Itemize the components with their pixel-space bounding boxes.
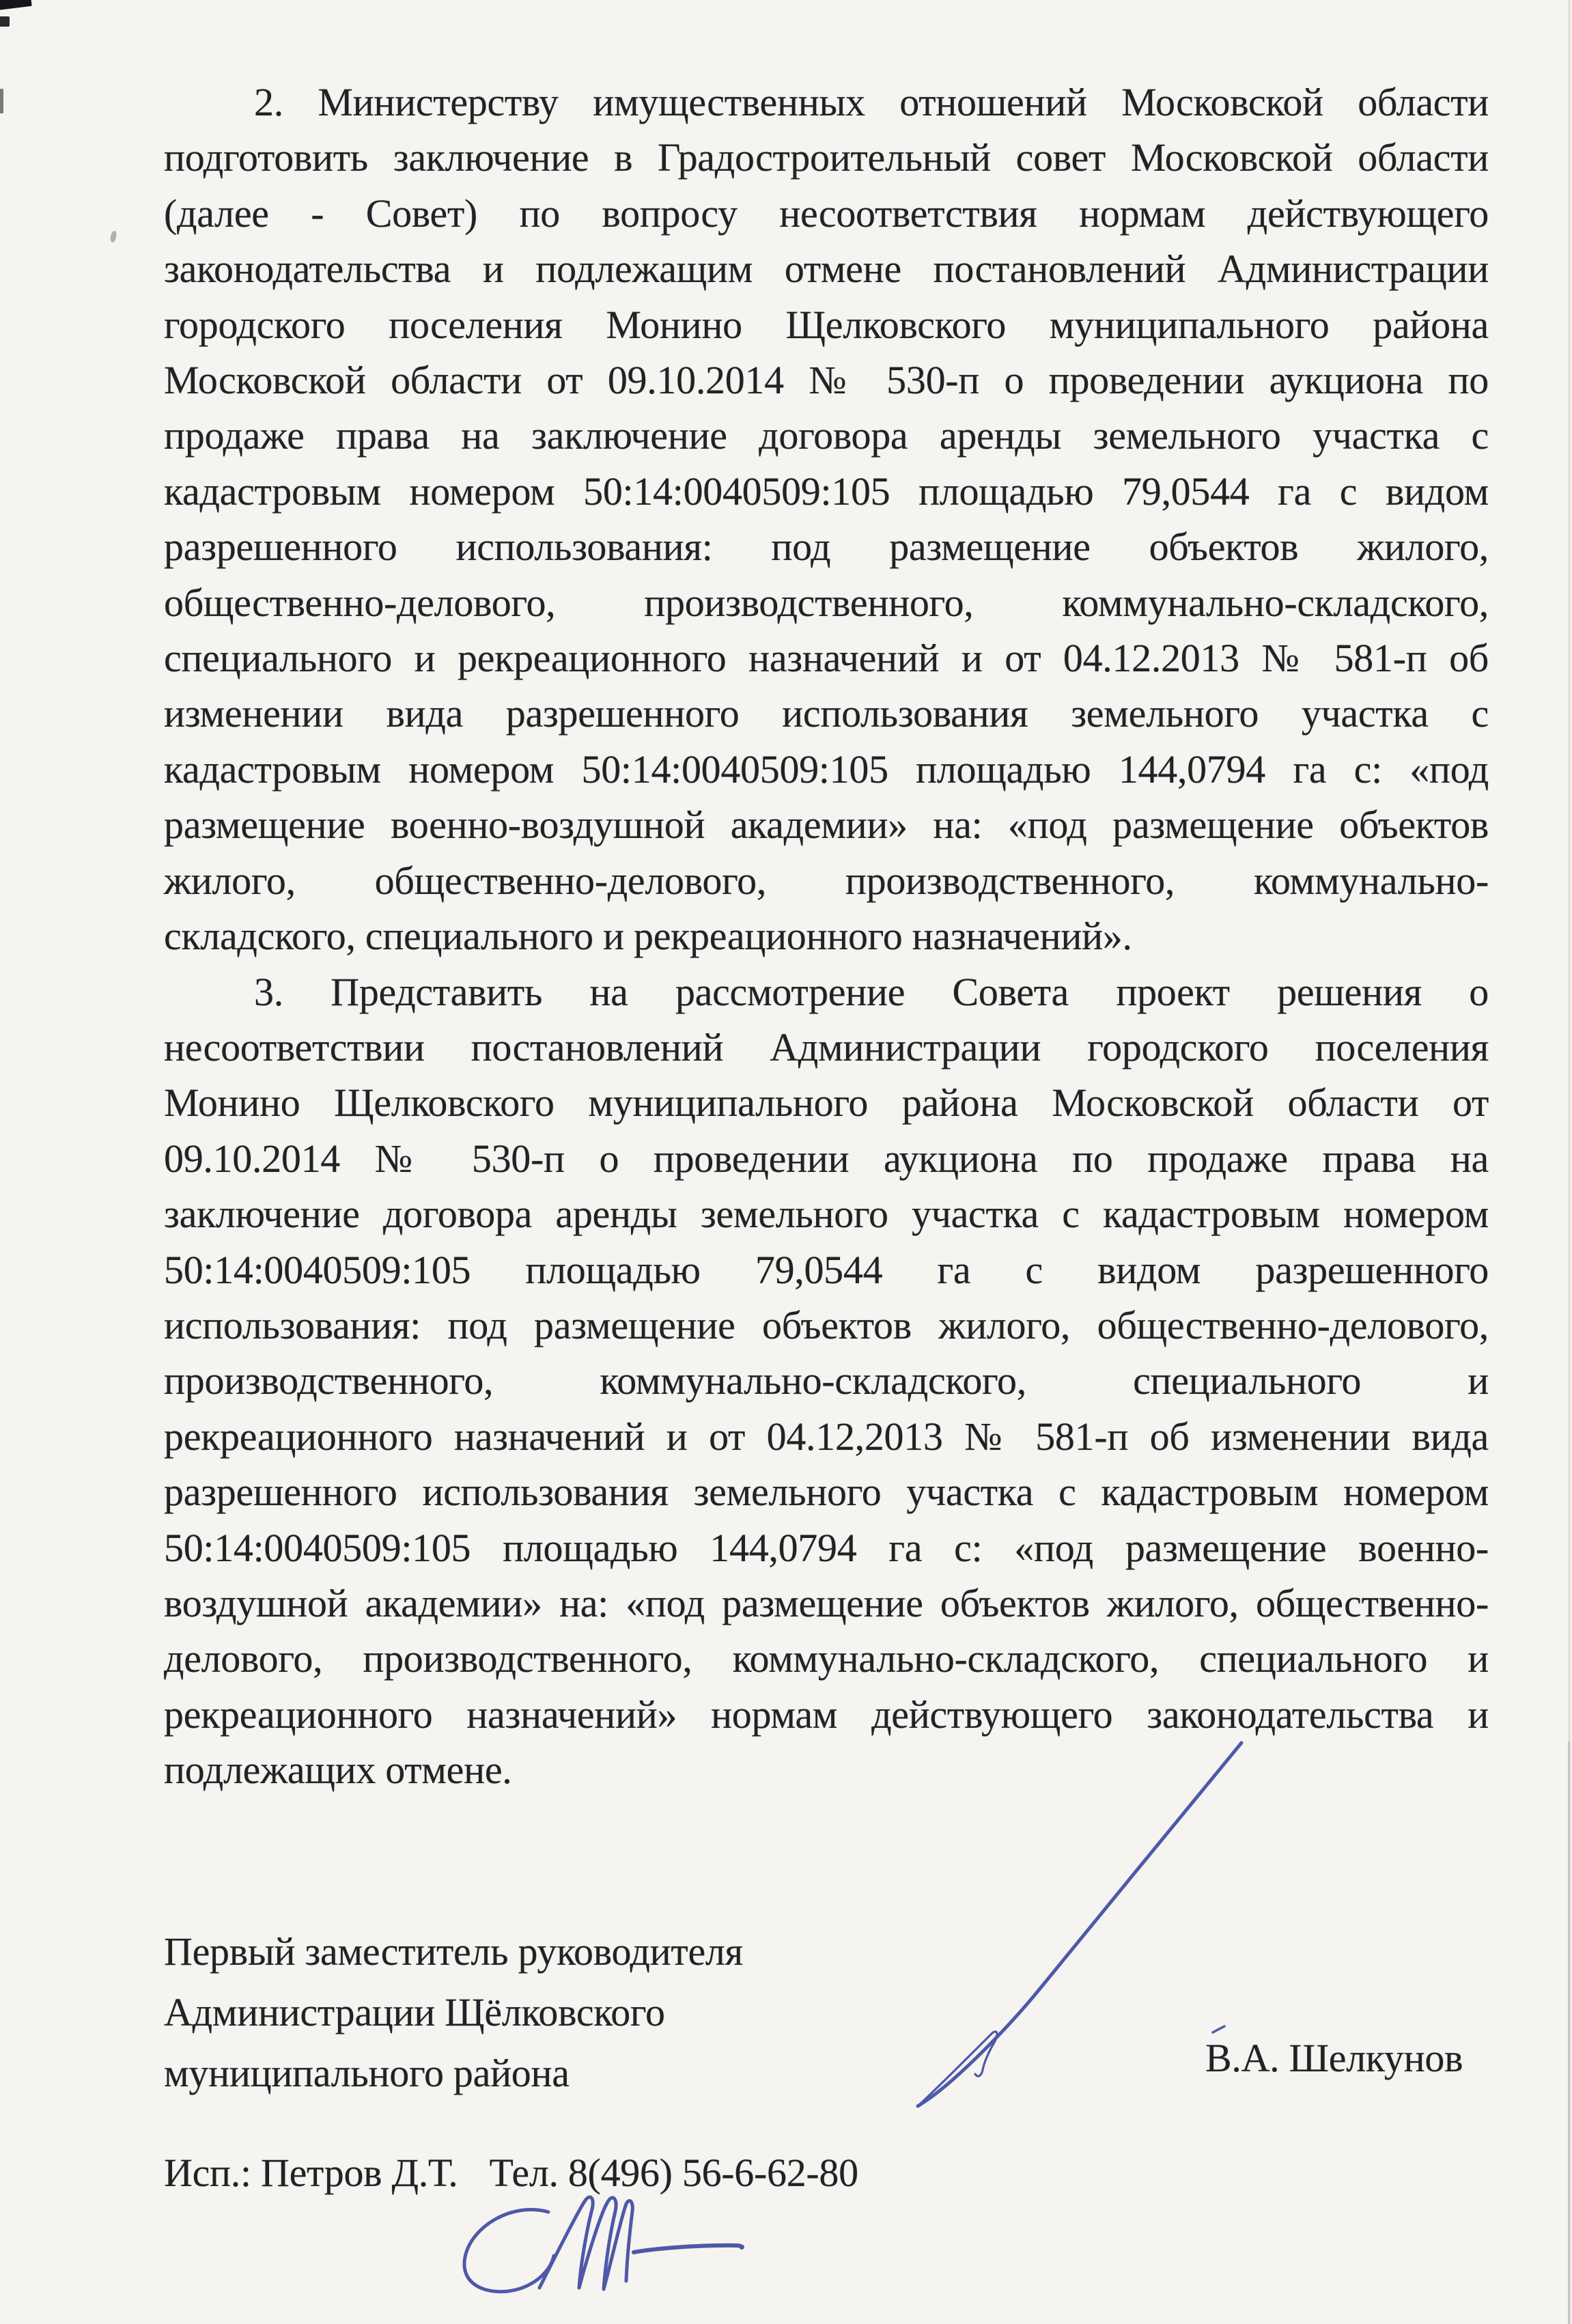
text-line: Первый заместитель руководителя [164, 1929, 743, 1974]
paragraph-3 [164, 964, 1489, 1798]
scribble-spike-1 [539, 2197, 593, 2288]
text-line: 09.10.2014 № 530-п о проведении аукциона по продаже права на [164, 1136, 1489, 1181]
scribble-spike-2 [579, 2198, 616, 2289]
text-line: 2. Министерству имущественных отношений Московской области [254, 80, 1489, 124]
text-line: производственного, коммунально-складского, специального и [164, 1358, 1489, 1403]
footer [164, 2145, 858, 2200]
text-line: Монино Щелковского муниципального района Московской области от [164, 1080, 1489, 1125]
text-line: изменении вида разрешенного использования земельного участка с [164, 691, 1489, 736]
text-line: 50:14:0040509:105 площадью 144,0794 га с: «под размещение военно- [164, 1525, 1489, 1570]
executor-label: Исп.: Петров Д.Т. [164, 2151, 458, 2195]
signature-title-block [164, 1921, 743, 2103]
text-line: рекреационного назначений и от 04.12,2013 № 581-п об изменении вида [164, 1414, 1489, 1459]
text-line: делового, производственного, коммунально-складского, специального и [164, 1636, 1489, 1681]
text-line: кадастровым номером 50:14:0040509:105 площадью 79,0544 га с видом [164, 468, 1489, 514]
text-line: воздушной академии» на: «под размещение объектов жилого, общественно- [164, 1580, 1489, 1625]
text-line: жилого, общественно-делового, производственного, коммунально- [164, 858, 1489, 903]
text-line: использования: под размещение объектов жилого, общественно-делового, [164, 1302, 1489, 1347]
text-line: подготовить заключение в Градостроительный совет Московской области [164, 135, 1489, 180]
phone-label: Тел. 8(496) 56-6-62-80 [489, 2151, 858, 2195]
scribble-loop [464, 2210, 554, 2292]
document-body [164, 74, 1489, 1798]
scan-corner-mark [0, 16, 10, 27]
scan-speck [109, 230, 117, 242]
text-line: кадастровым номером 50:14:0040509:105 площадью 144,0794 га с: «под [164, 746, 1489, 792]
paragraph-2 [164, 74, 1489, 964]
text-line: муниципального района [164, 2051, 570, 2095]
text-line: продаже права на заключение договора аренды земельного участка с [164, 413, 1489, 458]
text-line: заключение договора аренды земельного участка с кадастровым номером [164, 1192, 1489, 1237]
signature-return-stroke [918, 2032, 997, 2106]
signer-name: В.А. Шелкунов [1205, 2036, 1463, 2080]
scan-corner-mark [0, 0, 32, 10]
text-line: разрешенного использования земельного участка с кадастровым номером [164, 1470, 1489, 1515]
text-line: складского, специального и рекреационного назначений». [164, 914, 1132, 959]
scribble-dash [634, 2245, 742, 2252]
text-line: 3. Представить на рассмотрение Совета проект решения о [254, 969, 1489, 1014]
text-line: городского поселения Монино Щелковского муниципального района [164, 302, 1489, 347]
text-line: 50:14:0040509:105 площадью 79,0544 га с видом разрешенного [164, 1247, 1489, 1292]
text-line: рекреационного назначений» нормам действующего законодательства и [164, 1692, 1489, 1737]
text-line: законодательства и подлежащим отмене постановлений Администрации [164, 247, 1489, 292]
scribble-spike-3 [604, 2201, 632, 2289]
text-line: подлежащих отмене. [164, 1748, 512, 1793]
text-line: специального и рекреационного назначений и от 04.12.2013 № 581-п об [164, 636, 1489, 681]
text-line: разрешенного использования: под размещение объектов жилого, [164, 524, 1489, 570]
text-line: (далее - Совет) по вопросу несоответствия нормам действующего [164, 191, 1489, 236]
text-line: размещение военно-воздушной академии» на: «под размещение объектов [164, 802, 1489, 848]
text-line: Администрации Щёлковского [164, 1990, 665, 2034]
scan-edge-shadow [1568, 1741, 1570, 2324]
scan-edge-mark [0, 89, 3, 113]
text-line: Московской области от 09.10.2014 № 530-п о проведении аукциона по [164, 358, 1489, 403]
text-line: общественно-делового, производственного, коммунально-складского, [164, 580, 1489, 625]
text-line: несоответствии постановлений Администрации городского поселения [164, 1024, 1489, 1069]
